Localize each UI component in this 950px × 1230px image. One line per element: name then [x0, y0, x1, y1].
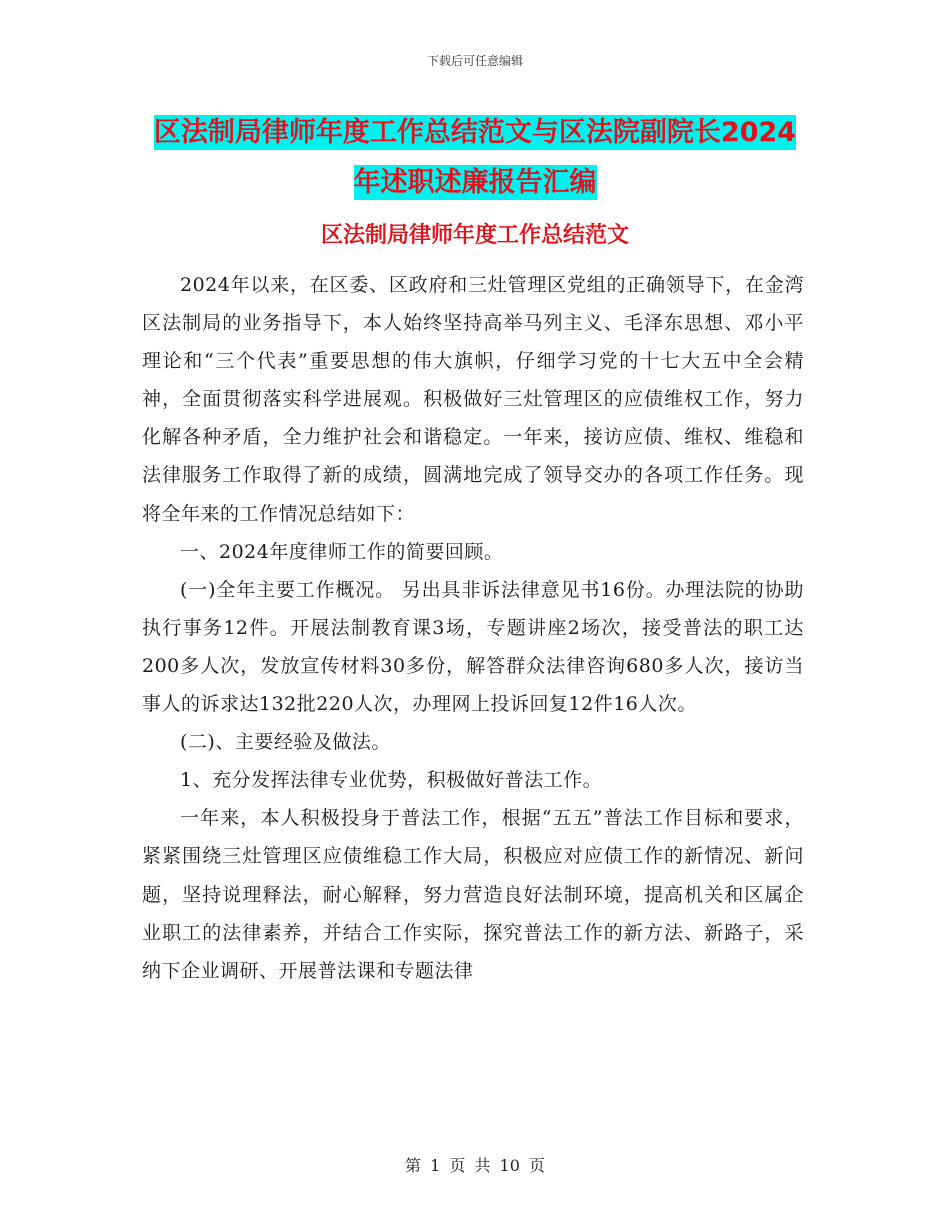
- document-title: [0, 108, 950, 208]
- page-footer: 第 1 页 共 10 页: [405, 1156, 545, 1175]
- section-title: 区法制局律师年度工作总结范文: [320, 223, 629, 248]
- paragraph: 一年来，本人积极投身于普法工作，根据“五五”普法工作目标和要求，紧紧围绕三灶管理区应债维稳工作大局，积极应对应债工作的新情况、新问题，坚持说理释法，耐心解释，努力营造良好法制环境，提高机关和区属企业职工的法律素养，并结合工作实际，探究普法工作的新方法、新路子，采纳下企业调研、开展普法课和专题法律: [142, 807, 804, 982]
- document-body: [142, 266, 804, 990]
- paragraph: 一、2024年度律师工作的简要回顾。: [180, 540, 504, 563]
- document-title-line-2: 年述职述廉报告汇编: [353, 167, 597, 198]
- paragraph: 1、充分发挥法律专业优势，积极做好普法工作。: [180, 769, 603, 792]
- document-title-line-1: 区法制局律师年度工作总结范文与区法院副院长2024: [153, 117, 797, 148]
- paragraph: 2024年以来，在区委、区政府和三灶管理区党组的正确领导下，在金湾区法制局的业务指导下，本人始终坚持高举马列主义、毛泽东思想、邓小平理论和“三个代表”重要思想的伟大旗帜，仔细学习党的十七大五中全会精神，全面贯彻落实科学进展观。积极做好三灶管理区的应债维权工作，努力化解各种矛盾，全力维护社会和谐稳定。一年来，接访应债、维权、维稳和法律服务工作取得了新的成绩，圆满地完成了领导交办的各项工作任务。现将全年来的工作情况总结如下：: [142, 274, 804, 525]
- header-note: 下载后可任意编辑: [426, 54, 523, 68]
- paragraph: (一)全年主要工作概况。 另出具非诉法律意见书16份。办理法院的协助执行事务12件。开展法制教育课3场，专题讲座2场次，接受普法的职工达200多人次，发放宣传材料30多份，解答群众法律咨询680多人次，接访当事人的诉求达132批220人次，办理网上投诉回复12件16人次。: [142, 578, 804, 716]
- paragraph: (二)、主要经验及做法。: [180, 731, 391, 754]
